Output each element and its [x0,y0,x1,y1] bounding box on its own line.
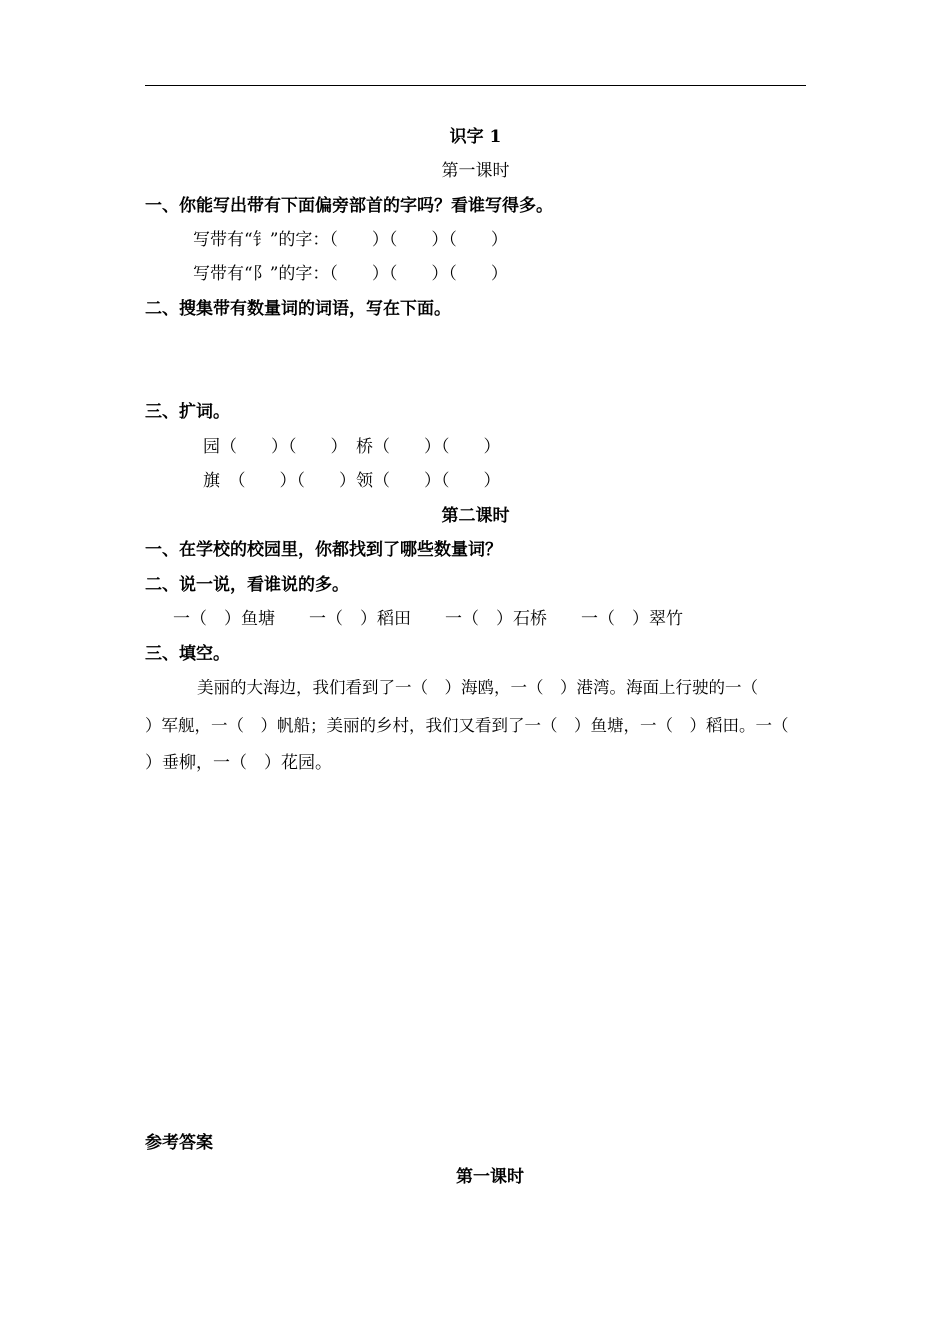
lesson2-q3-paragraph-line3: ）垂柳，一（ ）花园。 [145,753,332,773]
lesson2-q3-paragraph-line1: 美丽的大海边，我们看到了一（ ）海鸥，一（ ）港湾。海面上行驶的一（ [197,678,758,697]
lesson2-q2-line: 一（ ）鱼塘 一（ ）稻田 一（ ）石桥 一（ ）翠竹 [173,609,683,629]
header-rule [145,85,806,86]
lesson1-q3-line2: 旗 （ ）（ ）领（ ）（ ） [203,471,501,491]
answers-title: 参考答案 [145,1133,213,1153]
lesson1-q2-title: 二、搜集带有数量词的词语，写在下面。 [145,299,451,319]
page-title: 识字 1 [449,127,502,147]
lesson1-q1-title: 一、你能写出带有下面偏旁部首的字吗？看谁写得多。 [145,196,553,216]
lesson2-q2-title: 二、说一说，看谁说的多。 [145,575,349,595]
lesson2-q3-paragraph-line2: ）军舰，一（ ）帆船；美丽的乡村，我们又看到了一（ ）鱼塘，一（ ）稻田。一（ [145,716,789,735]
lesson1-heading: 第一课时 [441,161,510,181]
lesson1-q1-line1: 写带有“钅”的字：（ ）（ ）（ ） [193,230,508,250]
answers-lesson1-heading: 第一课时 [456,1167,524,1187]
lesson2-q1-title: 一、在学校的校园里，你都找到了哪些数量词？ [145,540,502,560]
lesson1-q3-title: 三、扩词。 [145,402,230,422]
lesson2-heading: 第二课时 [441,506,510,526]
lesson2-q3-title: 三、填空。 [145,644,230,664]
lesson1-q1-line2: 写带有“阝”的字：（ ）（ ）（ ） [193,264,508,284]
lesson1-q3-line1: 园（ ）（ ） 桥（ ）（ ） [203,437,501,457]
